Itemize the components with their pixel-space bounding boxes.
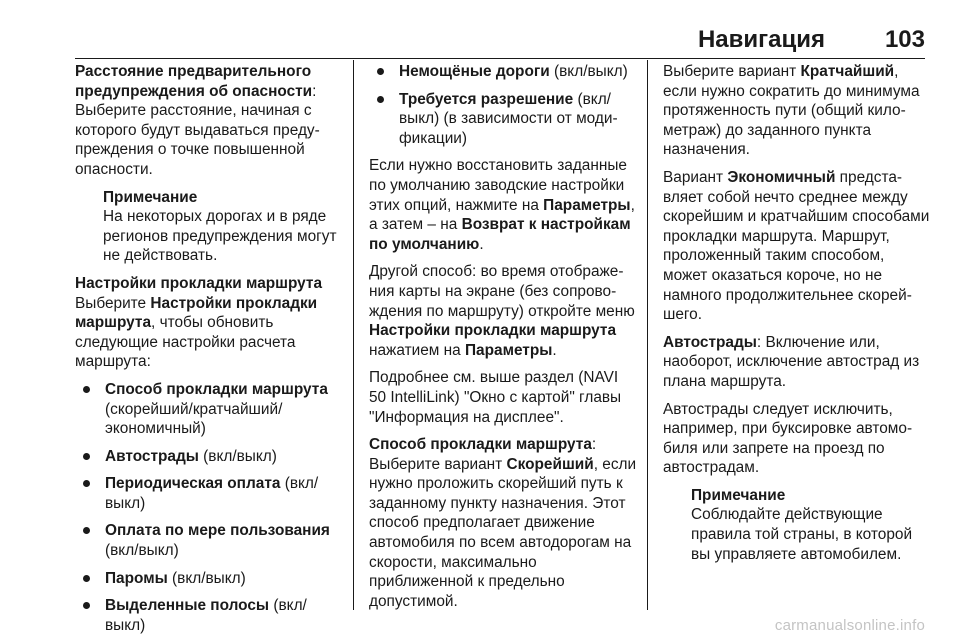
note-title: Примечание xyxy=(691,486,786,504)
note-text: На некоторых дорогах и в ряде регионов предупреждения могут не действовать. xyxy=(103,208,337,265)
column-divider-2 xyxy=(647,60,648,610)
header-rule xyxy=(75,58,925,59)
motorways-paragraph: Автострады: Включение или, наоборот, исключение автострад из плана маршрута. xyxy=(663,333,920,390)
column-divider-1 xyxy=(353,60,354,610)
alternative-method-paragraph: Другой способ: во время отображения карты на экране (без сопровождения по маршруту) откройте меню Настройки прокладки маршрута нажатием на Параметры. xyxy=(369,263,635,359)
route-options-list xyxy=(75,380,337,636)
warning-distance-heading: Расстояние предварительного предупреждения об опасности xyxy=(75,63,313,100)
list-item: Требуется разрешение (вкл/ выкл) (в зависимости от модификации) xyxy=(369,90,637,149)
column-1 xyxy=(75,62,337,643)
route-options-list-cont xyxy=(369,62,637,148)
route-method-paragraph: Способ прокладки маршрута: Выберите вариант Скорейший, если нужно проложить скорейший путь к заданному пункту назначения. Этот способ предполагает движение автомобиля по всем автодорогам на скорости, максимально приближенной к предельно допустимой. xyxy=(369,436,637,610)
route-settings-heading: Настройки прокладки маршрута xyxy=(75,274,323,292)
page-number: 103 xyxy=(884,26,925,53)
list-item: Способ прокладки маршрута (скорейший/кратчайший/ экономичный) xyxy=(75,380,337,439)
note-title: Примечание xyxy=(103,188,198,206)
route-settings-paragraph: Выберите Настройки прокладки маршрута, чтобы обновить следующие настройки расчета маршрута: xyxy=(75,294,318,371)
watermark: carmanualsonline.info xyxy=(774,617,925,634)
economic-paragraph: Вариант Экономичный представляет собой нечто среднее между скорейшим и кратчайшим способами прокладки маршрута. Маршрут, проложенный таким способом, может оказаться короче, но не намного продолжительнее скорейшего. xyxy=(663,168,930,324)
note-text: Соблюдайте действующие правила той страны, в которой вы управляете автомобилем. xyxy=(691,506,913,563)
page-header xyxy=(0,0,960,58)
section-title: Навигация xyxy=(697,26,825,53)
column-3 xyxy=(663,62,931,572)
route-method-heading: Способ прокладки маршрута xyxy=(369,436,592,454)
note-block xyxy=(75,188,337,266)
list-item: Оплата по мере пользования (вкл/выкл) xyxy=(75,521,337,560)
shortest-paragraph: Выберите вариант Кратчайший, если нужно сократить до минимума протяженность пути (общий километраж) до заданного пункта назначения. xyxy=(663,63,920,159)
motorways-advice-paragraph: Автострады следует исключить, например, при буксировке автомобиля или запрете на проезд по автострадам. xyxy=(663,400,913,477)
list-item: Автострады (вкл/выкл) xyxy=(75,447,337,467)
reset-defaults-paragraph: Если нужно восстановить заданные по умолчанию заводские настройки этих опций, нажмите на Параметры, а затем – на Возврат к настройкам по умолчанию. xyxy=(369,157,635,253)
list-item: Немощёные дороги (вкл/выкл) xyxy=(369,62,637,82)
note-block xyxy=(663,486,931,564)
list-item: Выделенные полосы (вкл/ выкл) xyxy=(75,596,337,635)
list-item: Периодическая оплата (вкл/ выкл) xyxy=(75,474,337,513)
list-item: Паромы (вкл/выкл) xyxy=(75,569,337,589)
warning-distance-paragraph: Расстояние предварительного предупреждения об опасности: Выберите расстояние, начиная с которого будут выдаваться предупреждения о точке повышенной опасности. xyxy=(75,63,320,178)
column-2 xyxy=(369,62,637,619)
see-also-paragraph: Подробнее см. выше раздел (NAVI 50 IntelliLink) "Окно с картой" главы "Информация на дисплее". xyxy=(369,369,622,426)
